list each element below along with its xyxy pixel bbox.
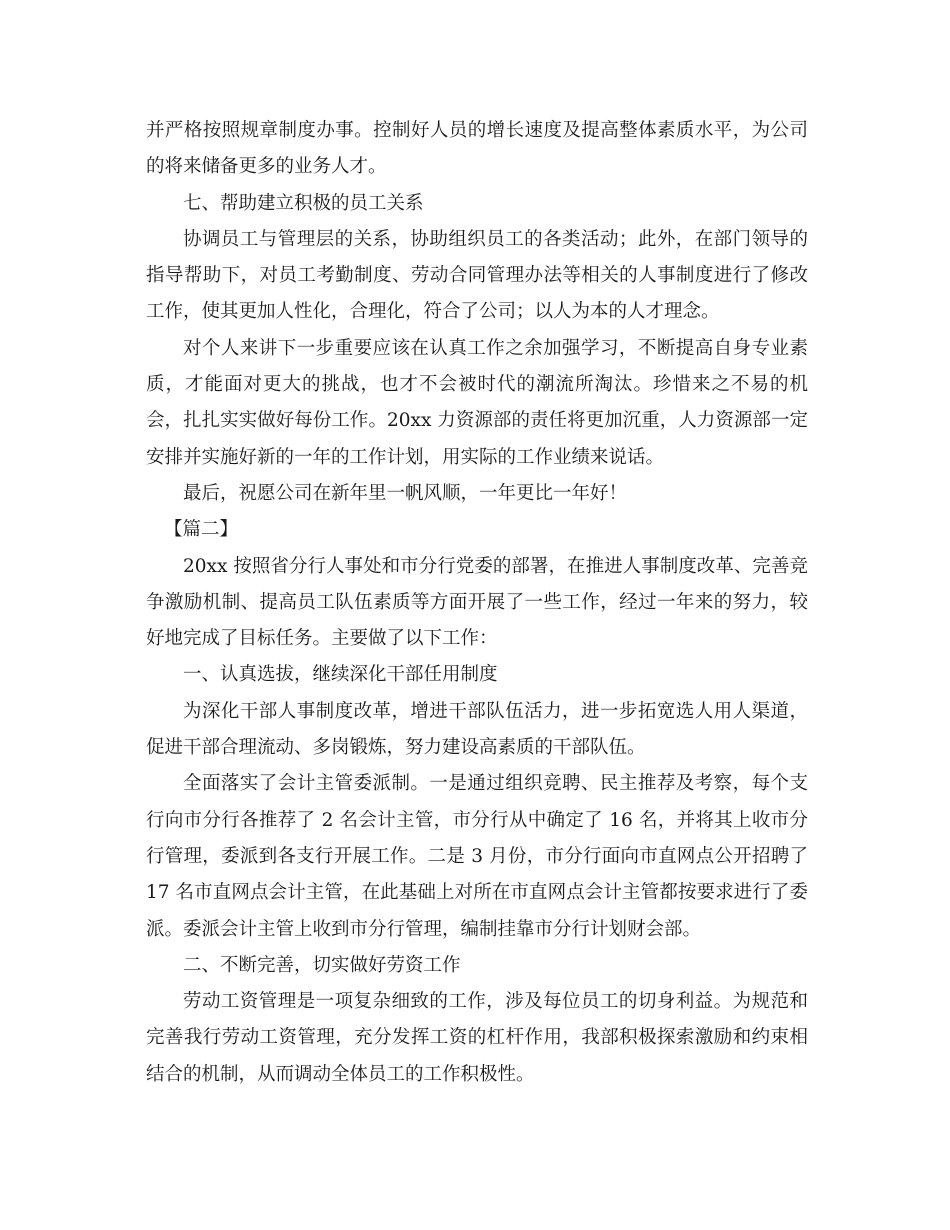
section-heading-two: 二、不断完善，切实做好劳资工作 xyxy=(183,954,461,976)
paragraph: 20xx 按照省分行人事处和市分行党委的部署，在推进人事制度改革、完善竞争激励机制、提高员工队伍素质等方面开展了一些工作，经过一年来的努力，较好地完成了目标任务。主要做了以下工作： xyxy=(146,555,808,650)
section-heading-seven: 七、帮助建立积极的员工关系 xyxy=(183,192,424,214)
paragraph: 协调员工与管理层的关系，协助组织员工的各类活动；此外，在部门领导的指导帮助下，对员工考勤制度、劳动合同管理办法等相关的人事制度进行了修改工作，使其更加人性化，合理化，符合了公司；以人为本的人才理念。 xyxy=(146,228,808,323)
paragraph: 全面落实了会计主管委派制。一是通过组织竞聘、民主推荐及考察，每个支行向市分行各推荐了 2 名会计主管，市分行从中确定了 16 名，并将其上收市分行管理，委派到各支行开展工作。二是 3 月份，市分行面向市直网点公开招聘了 17 名市直网点会计主管，在此基础上对所在市直网点会计主管都按要求进行了委派。委派会计主管上收到市分行管理，编制挂靠市分行计划财会部。 xyxy=(146,773,808,940)
paragraph-continuation: 并严格按照规章制度办事。控制好人员的增长速度及提高整体素质水平，为公司的将来储备更多的业务人才。 xyxy=(146,120,808,178)
document-body xyxy=(146,113,808,1093)
paragraph: 为深化干部人事制度改革，增进干部队伍活力，进一步拓宽选人用人渠道，促进干部合理流动、多岗锻炼，努力建设高素质的干部队伍。 xyxy=(146,700,808,759)
paragraph: 劳动工资管理是一项复杂细致的工作，涉及每位员工的切身利益。为规范和完善我行劳动工资管理，充分发挥工资的杠杆作用，我部积极探索激励和约束相结合的机制，从而调动全体员工的工作积极性。 xyxy=(146,991,808,1085)
part-heading: 【篇二】 xyxy=(164,519,239,541)
paragraph-closing: 最后，祝愿公司在新年里一帆风顺，一年更比一年好！ xyxy=(183,482,628,504)
section-heading-one: 一、认真选拔，继续深化干部任用制度 xyxy=(183,664,498,686)
paragraph: 对个人来讲下一步重要应该在认真工作之余加强学习，不断提高自身专业素质，才能面对更大的挑战，也才不会被时代的潮流所淘汰。珍惜来之不易的机会，扎扎实实做好每份工作。20xx 力资源部的责任将更加沉重，人力资源部一定安排并实施好新的一年的工作计划，用实际的工作业绩来说话。 xyxy=(146,337,808,468)
